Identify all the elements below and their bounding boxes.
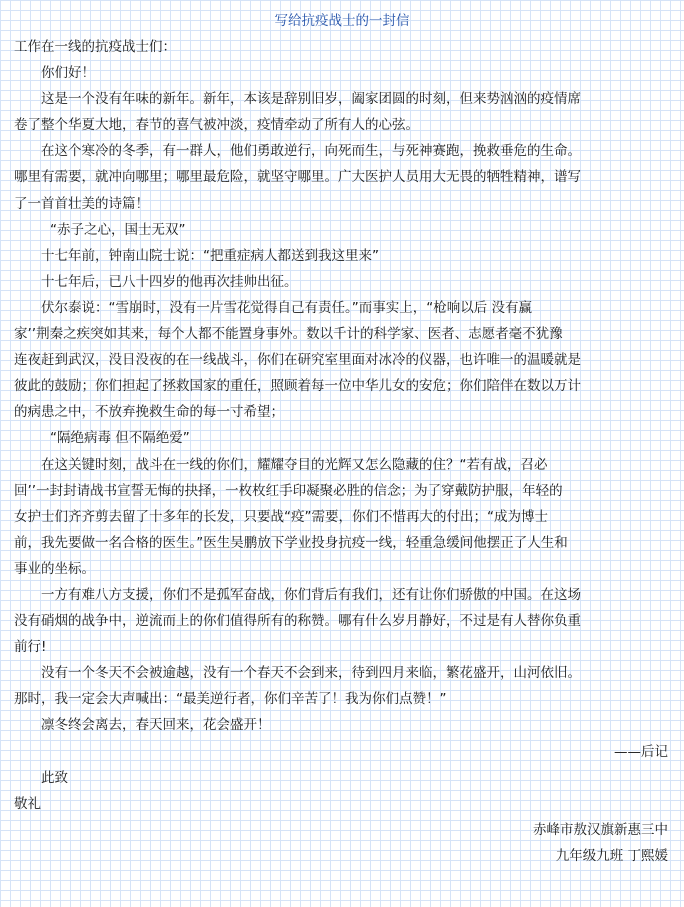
paragraph-5-line: 连夜赶到武汉，没日没夜的在一线战斗，你们在研究室里面对冰冷的仪器，也许唯一的温暖就是 xyxy=(14,352,581,369)
quote-heading-2: “隔绝病毒 但不隔绝爱” xyxy=(50,430,190,447)
paragraph-8-line: 没有一个冬天不会被逾越，没有一个春天不会到来，待到四月来临，繁花盛开，山河依旧。 xyxy=(41,665,581,682)
paragraph-5-line: 彼此的鼓励；你们担起了拯救国家的重任，照顾着每一位中华儿女的安危；你们陪伴在数以万计 xyxy=(14,378,581,395)
paragraph-2-line: 了一首首壮美的诗篇！ xyxy=(14,195,149,212)
paragraph-1-line: 卷了整个华夏大地，春节的喜气被冲淡，疫情牵动了所有人的心弦。 xyxy=(14,117,419,134)
paragraph-6-line: 前，我先要做一名合格的医生。”医生吴鹏放下学业投身抗疫一线，轻重急缓间他摆正了人生和 xyxy=(14,534,568,551)
paragraph-3-line: 十七年前，钟南山院士说：“把重症病人都送到我这里来” xyxy=(41,247,379,264)
closing-jingli: 敬礼 xyxy=(14,795,41,812)
paragraph-5-line: 家’’荆秦之疾突如其来，每个人都不能置身事外。数以千计的科学家、医者、志愿者毫不犹豫 xyxy=(14,326,563,343)
salutation: 工作在一线的抗疫战士们： xyxy=(14,39,176,55)
letter-title: 写给抗疫战士的一封信 xyxy=(274,13,410,29)
paragraph-7-line: 前行! xyxy=(14,639,47,656)
paragraph-6-line: 女护士们齐齐剪去留了十多年的长发，只要战“疫”需要，你们不惜再大的付出；“成为博士 xyxy=(14,508,548,525)
paragraph-7-line: 没有硝烟的战争中，逆流而上的你们值得所有的称赞。哪有什么岁月静好，不过是有人替你负重 xyxy=(14,613,581,630)
paragraph-5-line: 伏尔泰说：“雪崩时，没有一片雪花觉得自己有责任。”而事实上，“枪响以后 没有赢 xyxy=(41,299,533,316)
paragraph-6-line: 在这关键时刻，战斗在一线的你们，耀耀夺目的光辉又怎么隐藏的住？“若有战，召必 xyxy=(41,456,548,473)
afterword-label: ——后记 xyxy=(614,743,668,760)
paragraph-1-line: 这是一个没有年味的新年。新年，本该是辞别旧岁，阖家团圆的时刻，但来势汹汹的疫情席 xyxy=(41,91,581,108)
paragraph-9-line: 凛冬终会离去，春天回来，花会盛开！ xyxy=(41,717,271,734)
greeting: 你们好！ xyxy=(41,65,95,82)
paragraph-2-line: 在这个寒冷的冬季，有一群人，他们勇敢逆行，向死而生，与死神赛跑，挽救垂危的生命。 xyxy=(41,143,581,160)
closing-cizhi: 此致 xyxy=(41,769,68,786)
paragraph-4-line: 十七年后，已八十四岁的他再次挂帅出征。 xyxy=(41,273,298,290)
signature-author: 九年级九班 丁熙媛 xyxy=(555,847,668,864)
quote-heading-1: “赤子之心，国士无双” xyxy=(50,221,186,238)
paragraph-5-line: 的病患之中，不放弃挽救生命的每一寸希望； xyxy=(14,404,284,421)
paragraph-7-line: 一方有难八方支援，你们不是孤军奋战，你们背后有我们，还有让你们骄傲的中国。在这场 xyxy=(41,586,581,603)
paragraph-6-line: 事业的坐标。 xyxy=(14,560,95,577)
paragraph-8-line: 那时，我一定会大声喊出：“最美逆行者，你们辛苦了！我为你们点赞！” xyxy=(14,691,447,708)
paragraph-6-line: 回’’一封封请战书宣誓无悔的抉择，一枚枚红手印凝聚必胜的信念；为了穿戴防护服，年轻的 xyxy=(14,482,563,499)
paragraph-2-line: 哪里有需要，就冲向哪里；哪里最危险，就坚守哪里。广大医护人员用大无畏的牺牲精神，谱写 xyxy=(14,169,581,186)
signature-school: 赤峰市敖汉旗新惠三中 xyxy=(533,821,668,838)
